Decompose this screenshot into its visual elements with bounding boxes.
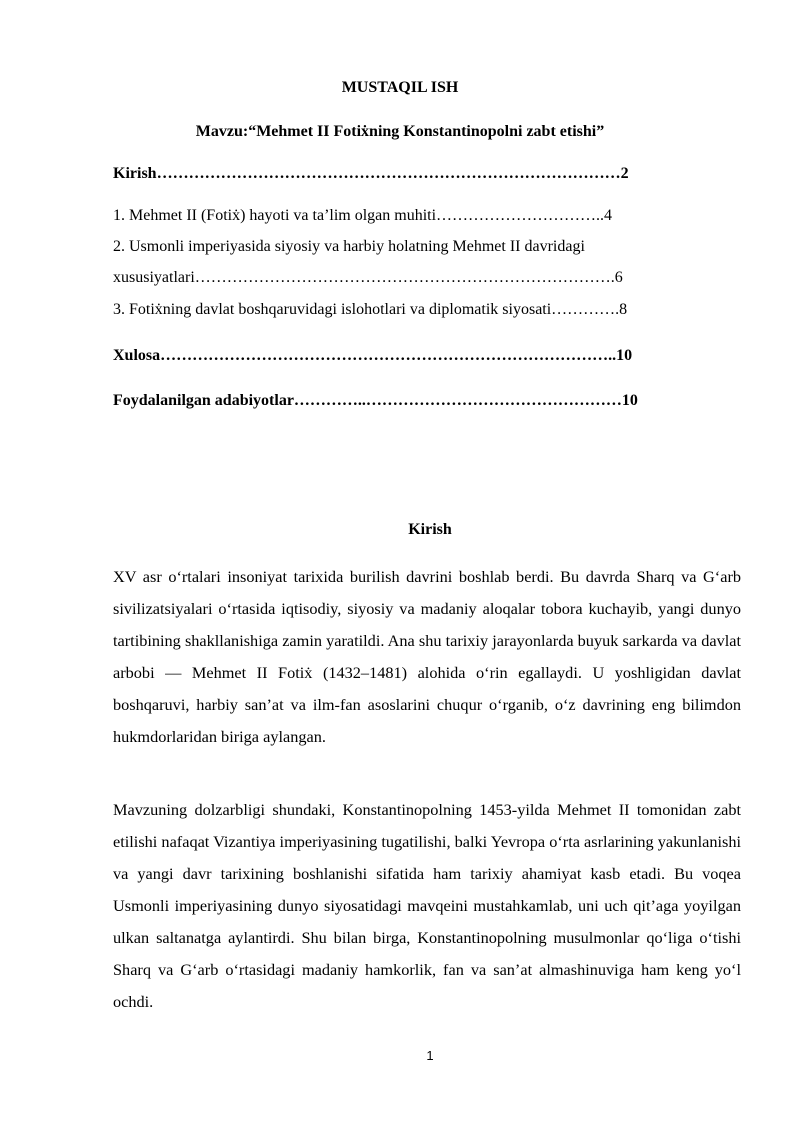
body-paragraph-1: XV asr o‘rtalari insoniyat tarixida burilish davrini boshlab berdi. Bu davrda Sharq va G‘arb sivilizatsiyalari o‘rtasida iqtisodiy, siyosiy va madaniy aloqalar tobora kuchayib, yangi dunyo tartibining shakllanishiga zamin yaratildi. Ana shu tarixiy jarayonlarda buyuk sarkarda va davlat arbobi — Mehmet II Fotiẋ (1432–1481) alohida o‘rin egallaydi. U yoshligidan davlat boshqaruvi, harbiy san’at va ilm-fan asoslarini chuqur o‘rganib, o‘z davrining eng bilimdon hukmdorlaridan biriga aylangan.	[113, 567, 741, 746]
page-number: 1	[426, 1048, 434, 1063]
toc-entry-1: 1. Mehmet II (Fotiẋ) hayoti va ta’lim olgan muhiti…………………………..4	[113, 207, 613, 224]
toc-entry-xulosa: Xulosa…………………………………………………………………………..10	[113, 347, 633, 364]
toc-entry-adabiyotlar: Foydalanilgan adabiyotlar…………..…………………………………………10	[113, 392, 638, 409]
body-paragraph-2: Mavzuning dolzarbligi shundaki, Konstantinopolning 1453-yilda Mehmet II tomonidan zabt etilishi nafaqat Vizantiya imperiyasining tugatilishi, balki Yevropa o‘rta asrlarining yakunlanishi va yangi davr tarixining boshlanishi sifatida ham tarixiy ahamiyat kasb etadi. Bu voqea Usmonli imperiyasining dunyo siyosatidagi mavqeini mustahkamlab, uni uch qit’aga yoyilgan ulkan saltanatga aylantirdi. Shu bilan birga, Konstantinopolning musulmonlar qo‘liga o‘tishi Sharq va G‘arb o‘rtasidagi madaniy hamkorlik, fan va san’at almashinuviga ham keng yo‘l ochdi.	[113, 800, 741, 1011]
section-heading: Kirish	[408, 521, 452, 538]
toc-entry-2-continued: xususiyatlari…………………………………………………………………….6	[113, 269, 623, 286]
document-subtitle: Mavzu:“Mehmet II Fotiẋning Konstantinopolni zabt etishi”	[195, 123, 605, 140]
document-title: MUSTAQIL ISH	[341, 79, 459, 96]
toc-entry-2: 2. Usmonli imperiyasida siyosiy va harbiy holatning Mehmet II davridagi	[113, 238, 585, 255]
toc-entry-3: 3. Fotiẋning davlat boshqaruvidagi islohotlari va diplomatik siyosati………….8	[113, 301, 628, 318]
toc-entry-kirish: Kirish……………………………………………………………………………2	[113, 165, 629, 182]
